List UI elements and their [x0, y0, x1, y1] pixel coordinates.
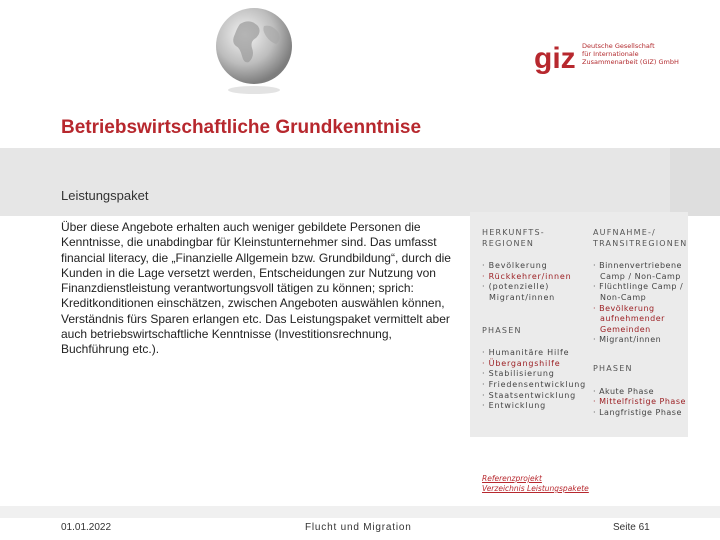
list-item: · Flüchtlinge Camp / Non-Camp — [593, 282, 684, 302]
phase-item: · Akute Phase — [593, 386, 655, 396]
globe-icon — [206, 2, 302, 98]
footer-topic: Flucht und Migration — [305, 522, 412, 533]
footer-bar — [0, 506, 720, 518]
giz-org-name — [582, 42, 679, 66]
link-group — [482, 474, 589, 494]
phase-header: PHASEN — [482, 325, 522, 335]
slide-title: Betriebswirtschaftliche Grundkenntnise — [61, 117, 422, 138]
column-header-line: REGIONEN — [482, 238, 535, 248]
column-header — [482, 228, 582, 249]
footer-date: 01.01.2022 — [61, 522, 112, 533]
giz-org-line: Deutsche Gesellschaft — [582, 42, 655, 50]
list-item: · Bevölkerung — [482, 261, 548, 271]
phase-header: PHASEN — [593, 363, 633, 373]
phase-item-highlight: · Übergangshilfe — [482, 358, 561, 368]
giz-org-line: Zusammenarbeit (GIZ) GmbH — [582, 58, 679, 66]
column-header-line: AUFNAHME-/ — [593, 228, 656, 237]
column-header-line: TRANSITREGIONEN — [593, 238, 688, 248]
subtitle-band-accent — [670, 148, 720, 216]
panel-column-origin — [482, 228, 586, 412]
giz-org-line: für Internationale — [582, 50, 639, 58]
phase-item: · Humanitäre Hilfe — [482, 348, 570, 358]
panel-column-host — [593, 228, 688, 418]
list-item: · (potenzielle) — [482, 282, 550, 292]
phase-item: · Friedensentwicklung — [482, 379, 586, 389]
giz-logo — [534, 40, 578, 78]
phase-item: · Langfristige Phase — [593, 407, 682, 417]
list-item: · Migrant/innen — [593, 335, 662, 345]
phase-item-highlight: · Mittelfristige Phase — [593, 397, 686, 407]
service-package-directory-link[interactable]: Verzeichnis Leistungspakete — [482, 484, 589, 493]
column-header — [593, 228, 688, 249]
slide-subtitle: Leistungspaket — [61, 188, 149, 203]
phase-item: · Entwicklung — [482, 401, 546, 411]
list-item-highlight: · Rückkehrer/innen — [482, 271, 572, 281]
footer-page-number: Seite 61 — [613, 522, 650, 533]
subtitle-band — [0, 148, 720, 216]
reference-project-link[interactable]: Referenzprojekt — [482, 474, 542, 483]
list-item: Migrant/innen — [489, 292, 556, 302]
phase-item: · Staatsentwicklung — [482, 390, 576, 400]
body-text: Über diese Angebote erhalten auch weniger gebildete Personen die Kenntnisse, die unabdingbar für Kleinstunternehmer sind. Das umfasst financial literacy, die „Finanzielle Allgemein bzw. Grundbildung“, durch die Kunden in die Lage versetzt werden, Entscheidungen zur Nutzung von Finanzdienstleistung verantwortungsvoll tätigen zu können; sprich: Kreditkonditionen einschätzen, zwischen Angeboten auswählen können, Verständnis fürs Sparen erlangen etc. Das Leistungspaket vermittelt aber auch betriebswirtschaftliche Kenntnisse (Investitionsrechnung, Buchführung etc.). — [61, 220, 451, 357]
giz-logo-text: giz — [534, 42, 576, 75]
phase-item: · Stabilisierung — [482, 369, 555, 379]
column-header-line: HERKUNFTS- — [482, 228, 545, 237]
list-item-highlight: · Bevölkerung aufnehmender Gemeinden — [593, 303, 665, 334]
list-item: · Binnenvertriebene Camp / Non-Camp — [593, 261, 682, 281]
